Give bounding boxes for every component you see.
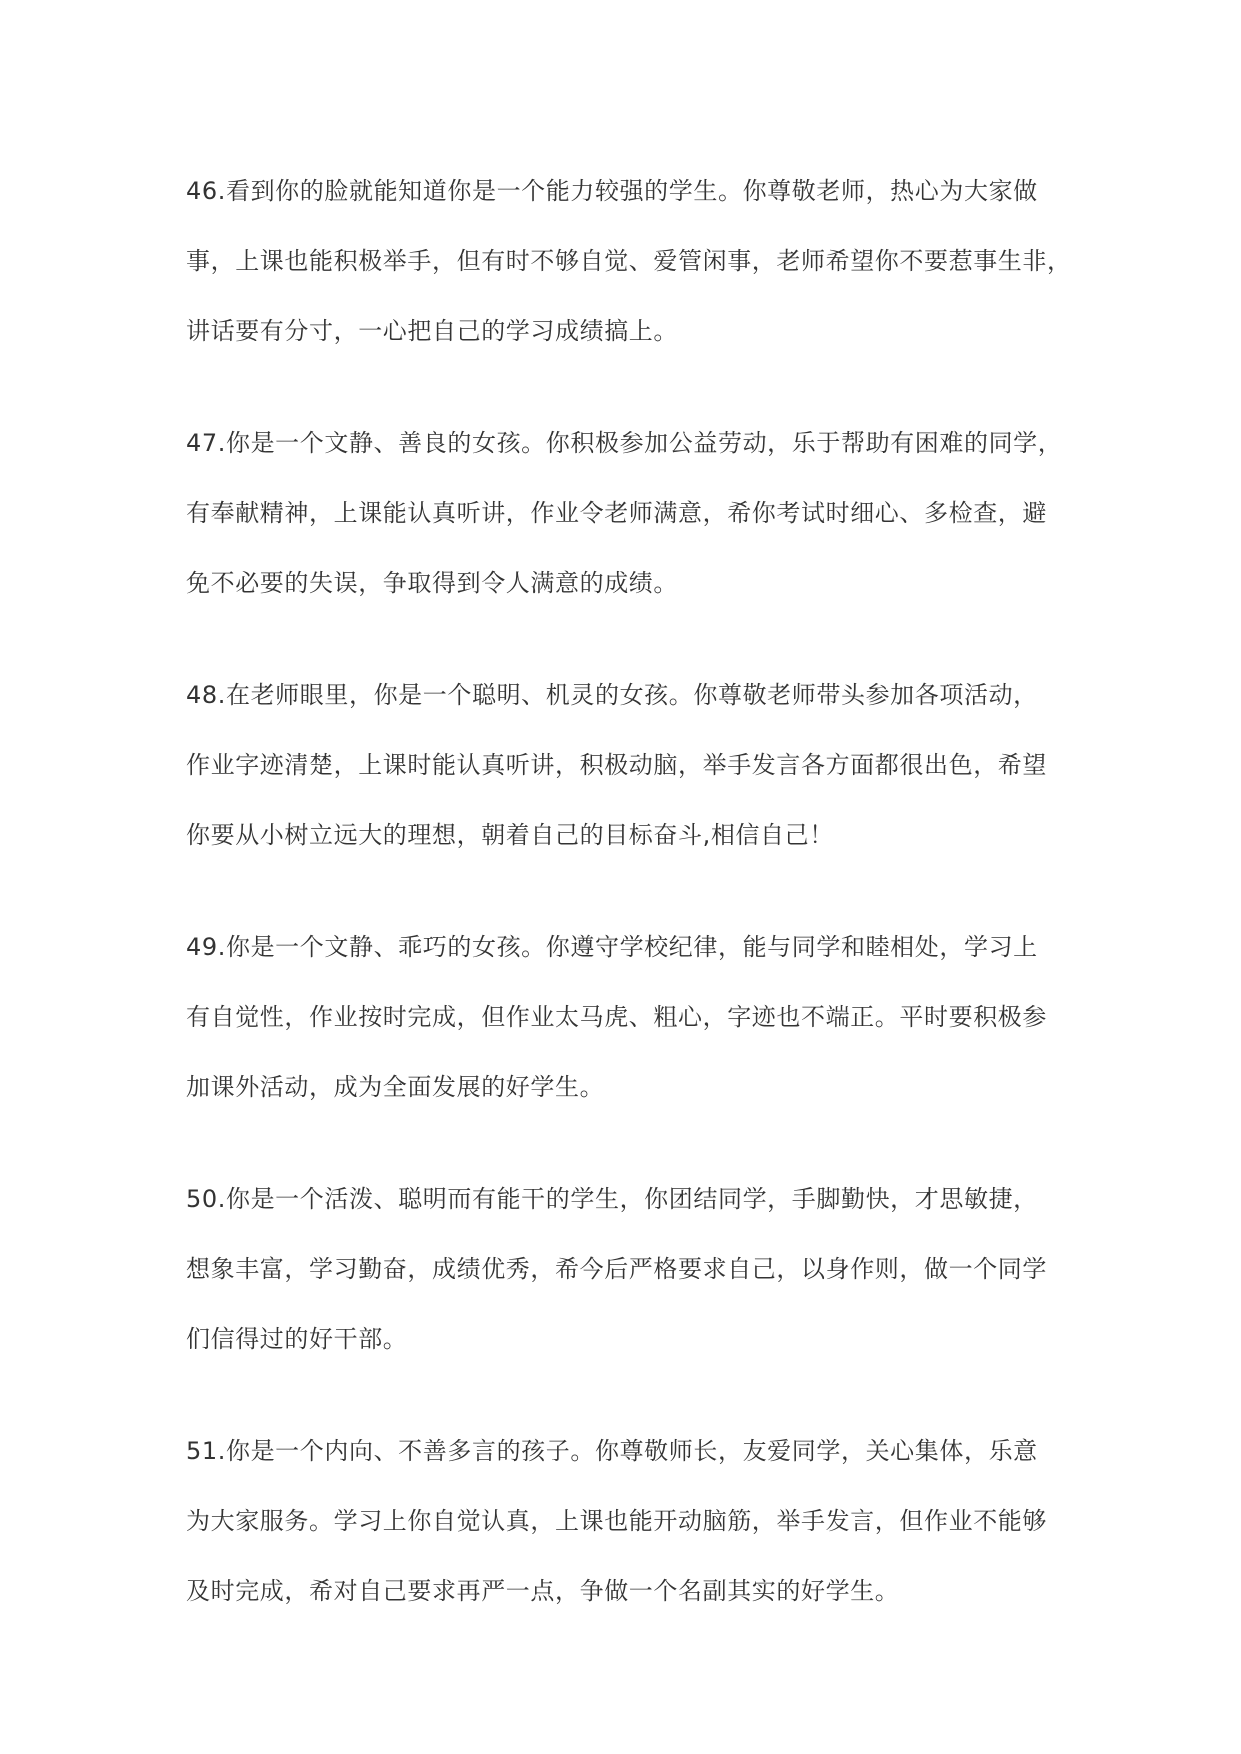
paragraph-49 bbox=[186, 912, 1086, 1122]
paragraph-line: 48.在老师眼里，你是一个聪明、机灵的女孩。你尊敬老师带头参加各项活动， bbox=[186, 681, 1038, 709]
paragraph-line: 免不必要的失误，争取得到令人满意的成绩。 bbox=[186, 569, 678, 597]
paragraph-46 bbox=[186, 156, 1086, 366]
paragraph-line: 有自觉性，作业按时完成，但作业太马虎、粗心，字迹也不端正。平时要积极参 bbox=[186, 1003, 1047, 1031]
paragraph-47 bbox=[186, 408, 1086, 618]
paragraph-line: 作业字迹清楚，上课时能认真听讲，积极动脑，举手发言各方面都很出色，希望 bbox=[186, 751, 1047, 779]
paragraph-line: 49.你是一个文静、乖巧的女孩。你遵守学校纪律，能与同学和睦相处，学习上 bbox=[186, 933, 1038, 961]
paragraph-line: 事，上课也能积极举手，但有时不够自觉、爱管闲事，老师希望你不要惹事生非， bbox=[186, 247, 1072, 275]
paragraph-line: 及时完成，希对自己要求再严一点，争做一个名副其实的好学生。 bbox=[186, 1577, 900, 1605]
paragraph-48 bbox=[186, 660, 1086, 870]
document-body bbox=[186, 156, 1086, 1668]
paragraph-line: 51.你是一个内向、不善多言的孩子。你尊敬师长，友爱同学，关心集体，乐意 bbox=[186, 1437, 1038, 1465]
paragraph-line: 讲话要有分寸，一心把自己的学习成绩搞上。 bbox=[186, 317, 678, 345]
paragraph-line: 们信得过的好干部。 bbox=[186, 1325, 408, 1353]
paragraph-line: 你要从小树立远大的理想，朝着自己的目标奋斗,相信自己！ bbox=[186, 821, 834, 849]
paragraph-line: 46.看到你的脸就能知道你是一个能力较强的学生。你尊敬老师，热心为大家做 bbox=[186, 177, 1038, 205]
paragraph-51 bbox=[186, 1416, 1086, 1626]
paragraph-line: 想象丰富，学习勤奋，成绩优秀，希今后严格要求自己，以身作则，做一个同学 bbox=[186, 1255, 1047, 1283]
paragraph-line: 47.你是一个文静、善良的女孩。你积极参加公益劳动，乐于帮助有困难的同学， bbox=[186, 429, 1063, 457]
paragraph-50 bbox=[186, 1164, 1086, 1374]
paragraph-line: 为大家服务。学习上你自觉认真，上课也能开动脑筋，举手发言，但作业不能够 bbox=[186, 1507, 1047, 1535]
paragraph-line: 加课外活动，成为全面发展的好学生。 bbox=[186, 1073, 605, 1101]
paragraph-line: 有奉献精神，上课能认真听讲，作业令老师满意，希你考试时细心、多检查，避 bbox=[186, 499, 1047, 527]
paragraph-line: 50.你是一个活泼、聪明而有能干的学生，你团结同学，手脚勤快，才思敏捷， bbox=[186, 1185, 1038, 1213]
